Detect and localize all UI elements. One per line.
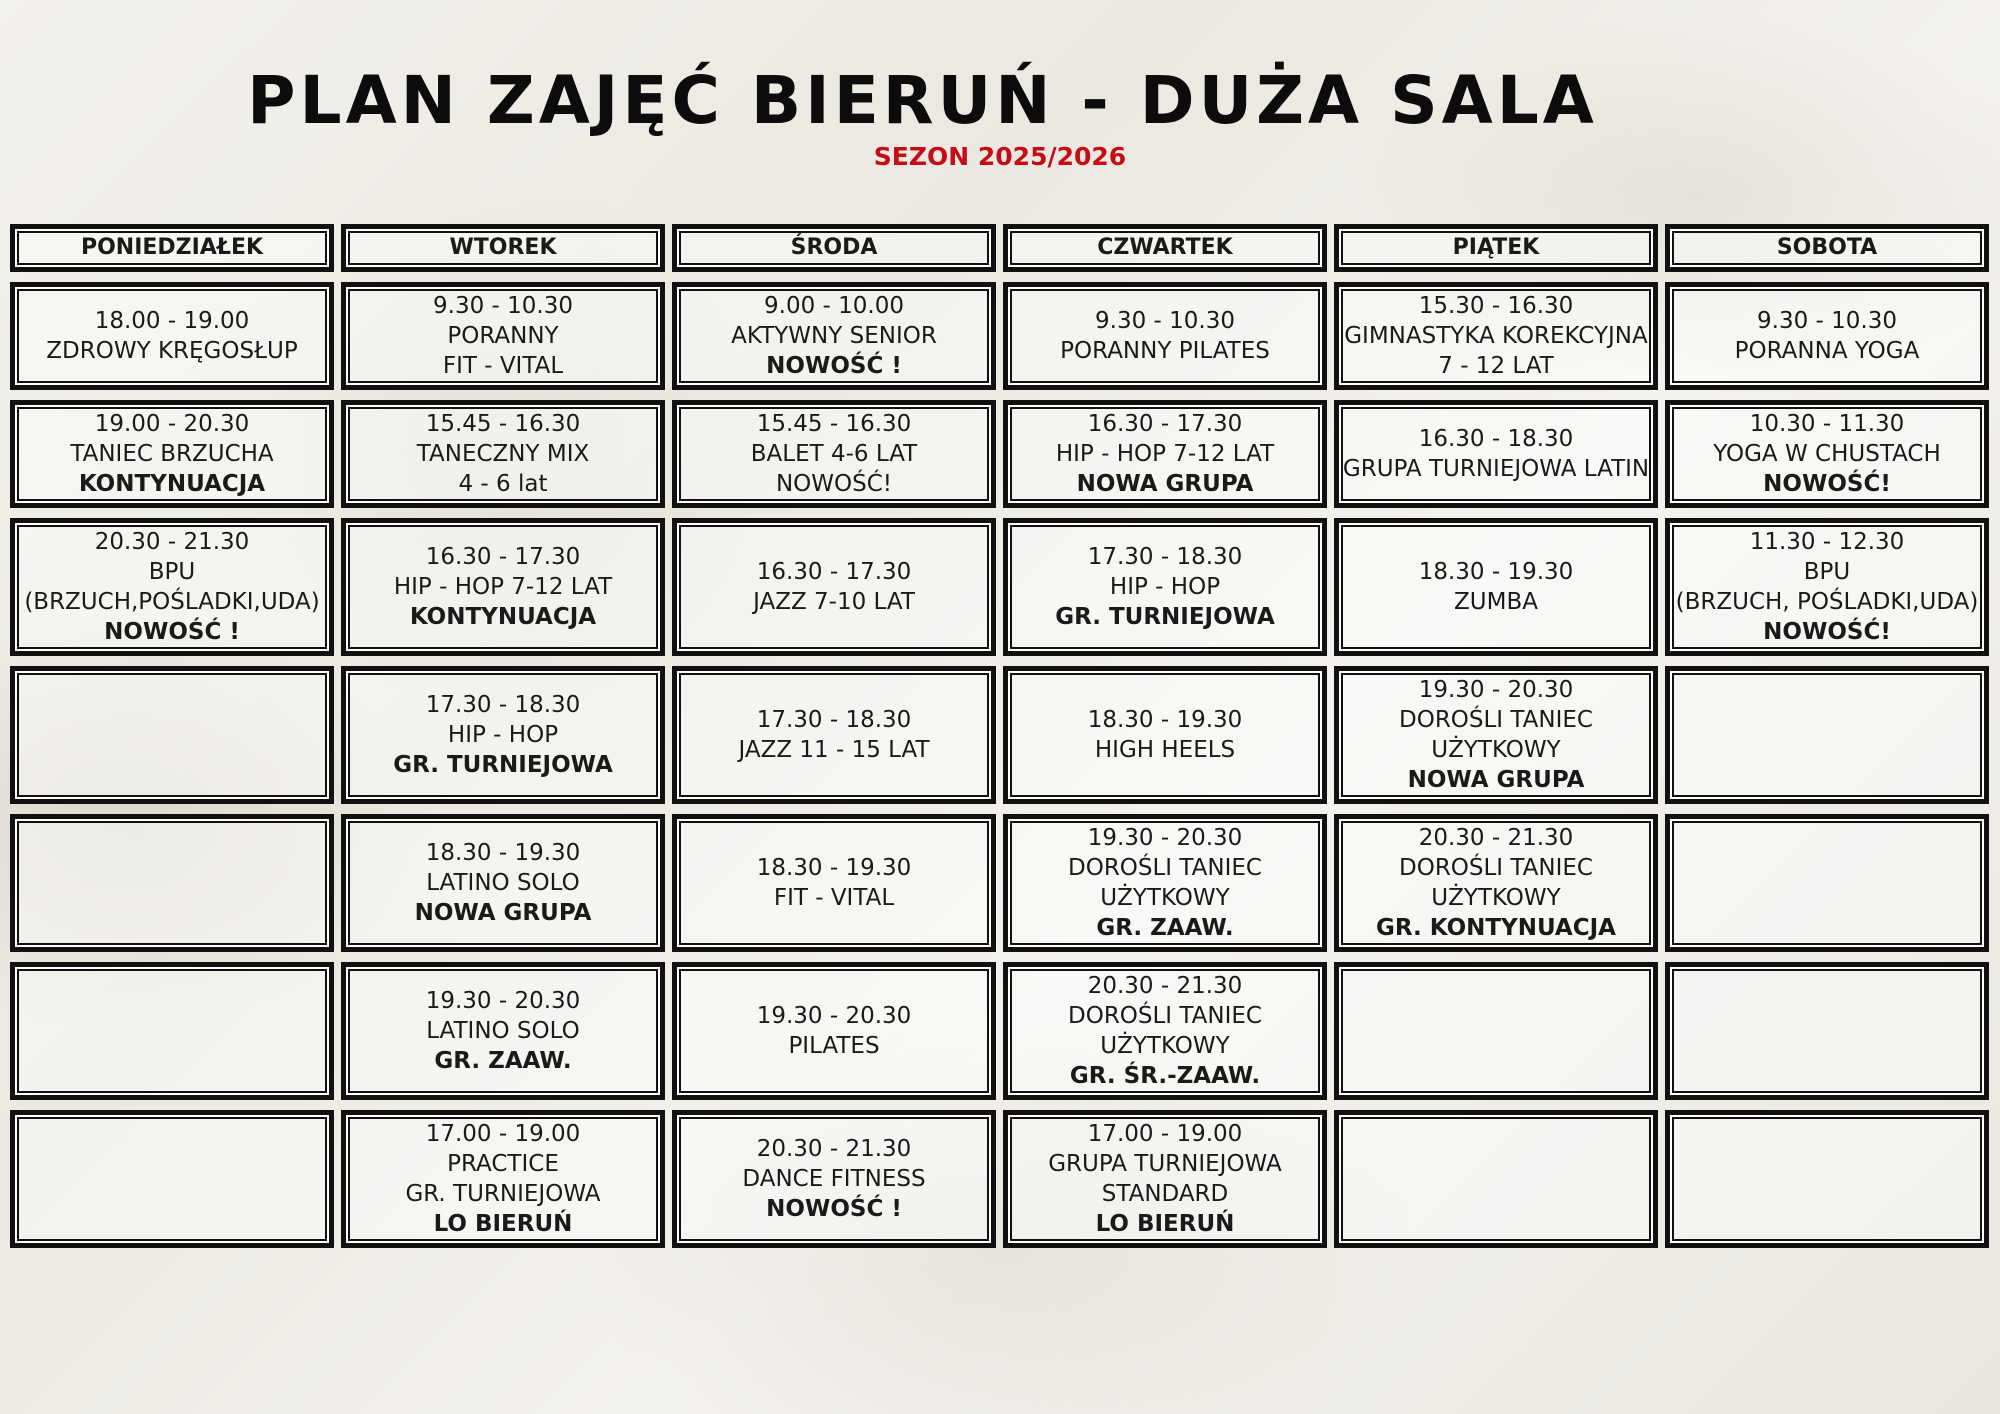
class-info: PORANNY	[447, 323, 559, 349]
day-header-saturday: SOBOTA	[1665, 224, 1989, 272]
class-time: 16.30 - 17.30	[1087, 411, 1243, 437]
day-header-thursday: CZWARTEK	[1003, 224, 1327, 272]
class-info: HIP - HOP 7-12 LAT	[393, 574, 613, 600]
class-time: 17.00 - 19.00	[425, 1121, 581, 1147]
class-info: HIP - HOP	[1109, 574, 1221, 600]
class-slot-tuesday-2	[341, 400, 665, 508]
class-time: 9.30 - 10.30	[1095, 308, 1235, 334]
class-slot-monday-2	[10, 400, 334, 508]
season-subtitle: SEZON 2025/2026	[873, 142, 1127, 171]
class-info: DOROŚLI TANIEC	[1399, 855, 1593, 881]
class-note: KONTYNUACJA	[78, 471, 266, 497]
class-time: 20.30 - 21.30	[1087, 973, 1243, 999]
class-info: GIMNASTYKA KOREKCYJNA	[1344, 323, 1648, 349]
class-time: 18.00 - 19.00	[94, 308, 250, 334]
class-time: 18.30 - 19.30	[1418, 559, 1574, 585]
class-time: 20.30 - 21.30	[1418, 825, 1574, 851]
class-slot-saturday-1	[1665, 282, 1989, 390]
class-info: DOROŚLI TANIEC	[1399, 707, 1593, 733]
class-time: 20.30 - 21.30	[94, 529, 250, 555]
class-slot-saturday-2	[1665, 400, 1989, 508]
class-time: 19.30 - 20.30	[425, 988, 581, 1014]
class-slot-thursday-4	[1003, 666, 1327, 804]
day-header-tuesday: WTOREK	[341, 224, 665, 272]
class-time: 17.30 - 18.30	[425, 692, 581, 718]
class-slot-friday-5	[1334, 814, 1658, 952]
class-info: YOGA W CHUSTACH	[1713, 441, 1941, 467]
class-slot-friday-4	[1334, 666, 1658, 804]
class-time: 15.30 - 16.30	[1418, 293, 1574, 319]
class-time: 15.45 - 16.30	[425, 411, 581, 437]
class-info: (BRZUCH, POŚLADKI,UDA)	[1675, 589, 1979, 615]
class-slot-saturday-3	[1665, 518, 1989, 656]
class-info: UŻYTKOWY	[1431, 885, 1561, 911]
class-info: LATINO SOLO	[426, 870, 580, 896]
class-note: NOWA GRUPA	[1407, 767, 1585, 793]
class-slot-tuesday-3	[341, 518, 665, 656]
class-info: UŻYTKOWY	[1100, 885, 1230, 911]
class-time: 19.30 - 20.30	[756, 1003, 912, 1029]
class-slot-wednesday-6	[672, 962, 996, 1100]
class-note: KONTYNUACJA	[409, 604, 597, 630]
class-time: 19.30 - 20.30	[1418, 677, 1574, 703]
day-header-friday: PIĄTEK	[1334, 224, 1658, 272]
class-info: PRACTICE	[447, 1151, 559, 1177]
class-slot-monday-7	[10, 1110, 334, 1248]
class-info: LATINO SOLO	[426, 1018, 580, 1044]
class-slot-thursday-5	[1003, 814, 1327, 952]
class-note: GR. ZAAW.	[1096, 915, 1234, 941]
class-info: ZDROWY KRĘGOSŁUP	[46, 338, 298, 364]
class-slot-wednesday-5	[672, 814, 996, 952]
class-info: UŻYTKOWY	[1100, 1033, 1230, 1059]
class-time: 20.30 - 21.30	[756, 1136, 912, 1162]
class-slot-friday-1	[1334, 282, 1658, 390]
class-info: PORANNA YOGA	[1734, 338, 1920, 364]
class-info: UŻYTKOWY	[1431, 737, 1561, 763]
class-note: GR. ŚR.-ZAAW.	[1069, 1063, 1261, 1089]
class-slot-monday-5	[10, 814, 334, 952]
class-info: 7 - 12 LAT	[1438, 353, 1554, 379]
class-time: 16.30 - 17.30	[756, 559, 912, 585]
class-slot-friday-7	[1334, 1110, 1658, 1248]
class-note: NOWOŚĆ!	[1763, 619, 1891, 645]
class-note: GR. TURNIEJOWA	[1055, 604, 1275, 630]
class-note: GR. ZAAW.	[434, 1048, 572, 1074]
class-info: AKTYWNY SENIOR	[731, 323, 937, 349]
class-time: 19.30 - 20.30	[1087, 825, 1243, 851]
class-slot-tuesday-6	[341, 962, 665, 1100]
class-note: NOWOŚĆ!	[1763, 471, 1891, 497]
class-slot-tuesday-5	[341, 814, 665, 952]
class-time: 18.30 - 19.30	[756, 855, 912, 881]
class-note: NOWA GRUPA	[1076, 471, 1254, 497]
class-note: LO BIERUŃ	[1095, 1211, 1235, 1237]
class-time: 9.30 - 10.30	[433, 293, 573, 319]
class-info: DANCE FITNESS	[742, 1166, 926, 1192]
class-slot-thursday-6	[1003, 962, 1327, 1100]
day-header-wednesday: ŚRODA	[672, 224, 996, 272]
class-info: STANDARD	[1101, 1181, 1229, 1207]
class-note: NOWOŚĆ !	[104, 619, 240, 645]
class-slot-wednesday-3	[672, 518, 996, 656]
class-slot-friday-3	[1334, 518, 1658, 656]
class-slot-tuesday-4	[341, 666, 665, 804]
class-time: 17.00 - 19.00	[1087, 1121, 1243, 1147]
class-slot-saturday-4	[1665, 666, 1989, 804]
class-info: HIP - HOP	[447, 722, 559, 748]
page-title: PLAN ZAJĘĆ BIERUŃ - DUŻA SALA	[247, 62, 1598, 139]
class-time: 16.30 - 17.30	[425, 544, 581, 570]
class-note: NOWOŚĆ !	[766, 353, 902, 379]
class-info: FIT - VITAL	[442, 353, 564, 379]
class-slot-wednesday-2	[672, 400, 996, 508]
class-info: PORANNY PILATES	[1060, 338, 1270, 364]
class-info: GR. TURNIEJOWA	[405, 1181, 601, 1207]
class-info: GRUPA TURNIEJOWA	[1048, 1151, 1282, 1177]
class-slot-saturday-6	[1665, 962, 1989, 1100]
class-slot-monday-3	[10, 518, 334, 656]
class-info: TANIEC BRZUCHA	[70, 441, 274, 467]
class-time: 11.30 - 12.30	[1749, 529, 1905, 555]
class-slot-wednesday-1	[672, 282, 996, 390]
class-time: 19.00 - 20.30	[94, 411, 250, 437]
class-info: DOROŚLI TANIEC	[1068, 1003, 1262, 1029]
class-time: 18.30 - 19.30	[425, 840, 581, 866]
class-time: 18.30 - 19.30	[1087, 707, 1243, 733]
class-slot-friday-6	[1334, 962, 1658, 1100]
class-slot-thursday-3	[1003, 518, 1327, 656]
class-info: ZUMBA	[1454, 589, 1538, 615]
class-slot-saturday-5	[1665, 814, 1989, 952]
schedule-grid	[10, 224, 1990, 1258]
class-slot-friday-2	[1334, 400, 1658, 508]
class-note: GR. TURNIEJOWA	[393, 752, 613, 778]
class-info: NOWOŚĆ!	[775, 471, 893, 497]
class-info: TANECZNY MIX	[416, 441, 590, 467]
class-slot-tuesday-1	[341, 282, 665, 390]
class-time: 10.30 - 11.30	[1749, 411, 1905, 437]
class-note: LO BIERUŃ	[433, 1211, 573, 1237]
class-note: NOWA GRUPA	[414, 900, 592, 926]
class-time: 17.30 - 18.30	[756, 707, 912, 733]
class-slot-thursday-7	[1003, 1110, 1327, 1248]
class-info: PILATES	[788, 1033, 880, 1059]
class-slot-saturday-7	[1665, 1110, 1989, 1248]
class-slot-monday-4	[10, 666, 334, 804]
class-note: GR. KONTYNUACJA	[1376, 915, 1616, 941]
class-info: JAZZ 7-10 LAT	[753, 589, 915, 615]
class-info: DOROŚLI TANIEC	[1068, 855, 1262, 881]
class-info: 4 - 6 lat	[458, 471, 548, 497]
class-time: 17.30 - 18.30	[1087, 544, 1243, 570]
class-slot-tuesday-7	[341, 1110, 665, 1248]
class-slot-wednesday-4	[672, 666, 996, 804]
class-time: 9.30 - 10.30	[1757, 308, 1897, 334]
class-info: JAZZ 11 - 15 LAT	[738, 737, 930, 763]
class-slot-monday-1	[10, 282, 334, 390]
class-info: BPU	[148, 559, 196, 585]
class-info: (BRZUCH,POŚLADKI,UDA)	[24, 589, 320, 615]
class-info: BALET 4-6 LAT	[750, 441, 918, 467]
class-slot-thursday-2	[1003, 400, 1327, 508]
class-slot-monday-6	[10, 962, 334, 1100]
class-time: 9.00 - 10.00	[764, 293, 904, 319]
class-slot-thursday-1	[1003, 282, 1327, 390]
class-info: HIP - HOP 7-12 LAT	[1055, 441, 1275, 467]
class-slot-wednesday-7	[672, 1110, 996, 1248]
class-note: NOWOŚĆ !	[766, 1196, 902, 1222]
class-info: FIT - VITAL	[773, 885, 895, 911]
day-header-monday: PONIEDZIAŁEK	[10, 224, 334, 272]
class-time: 16.30 - 18.30	[1418, 426, 1574, 452]
class-info: BPU	[1803, 559, 1851, 585]
class-info: HIGH HEELS	[1094, 737, 1236, 763]
class-info: GRUPA TURNIEJOWA LATIN	[1342, 456, 1650, 482]
class-time: 15.45 - 16.30	[756, 411, 912, 437]
